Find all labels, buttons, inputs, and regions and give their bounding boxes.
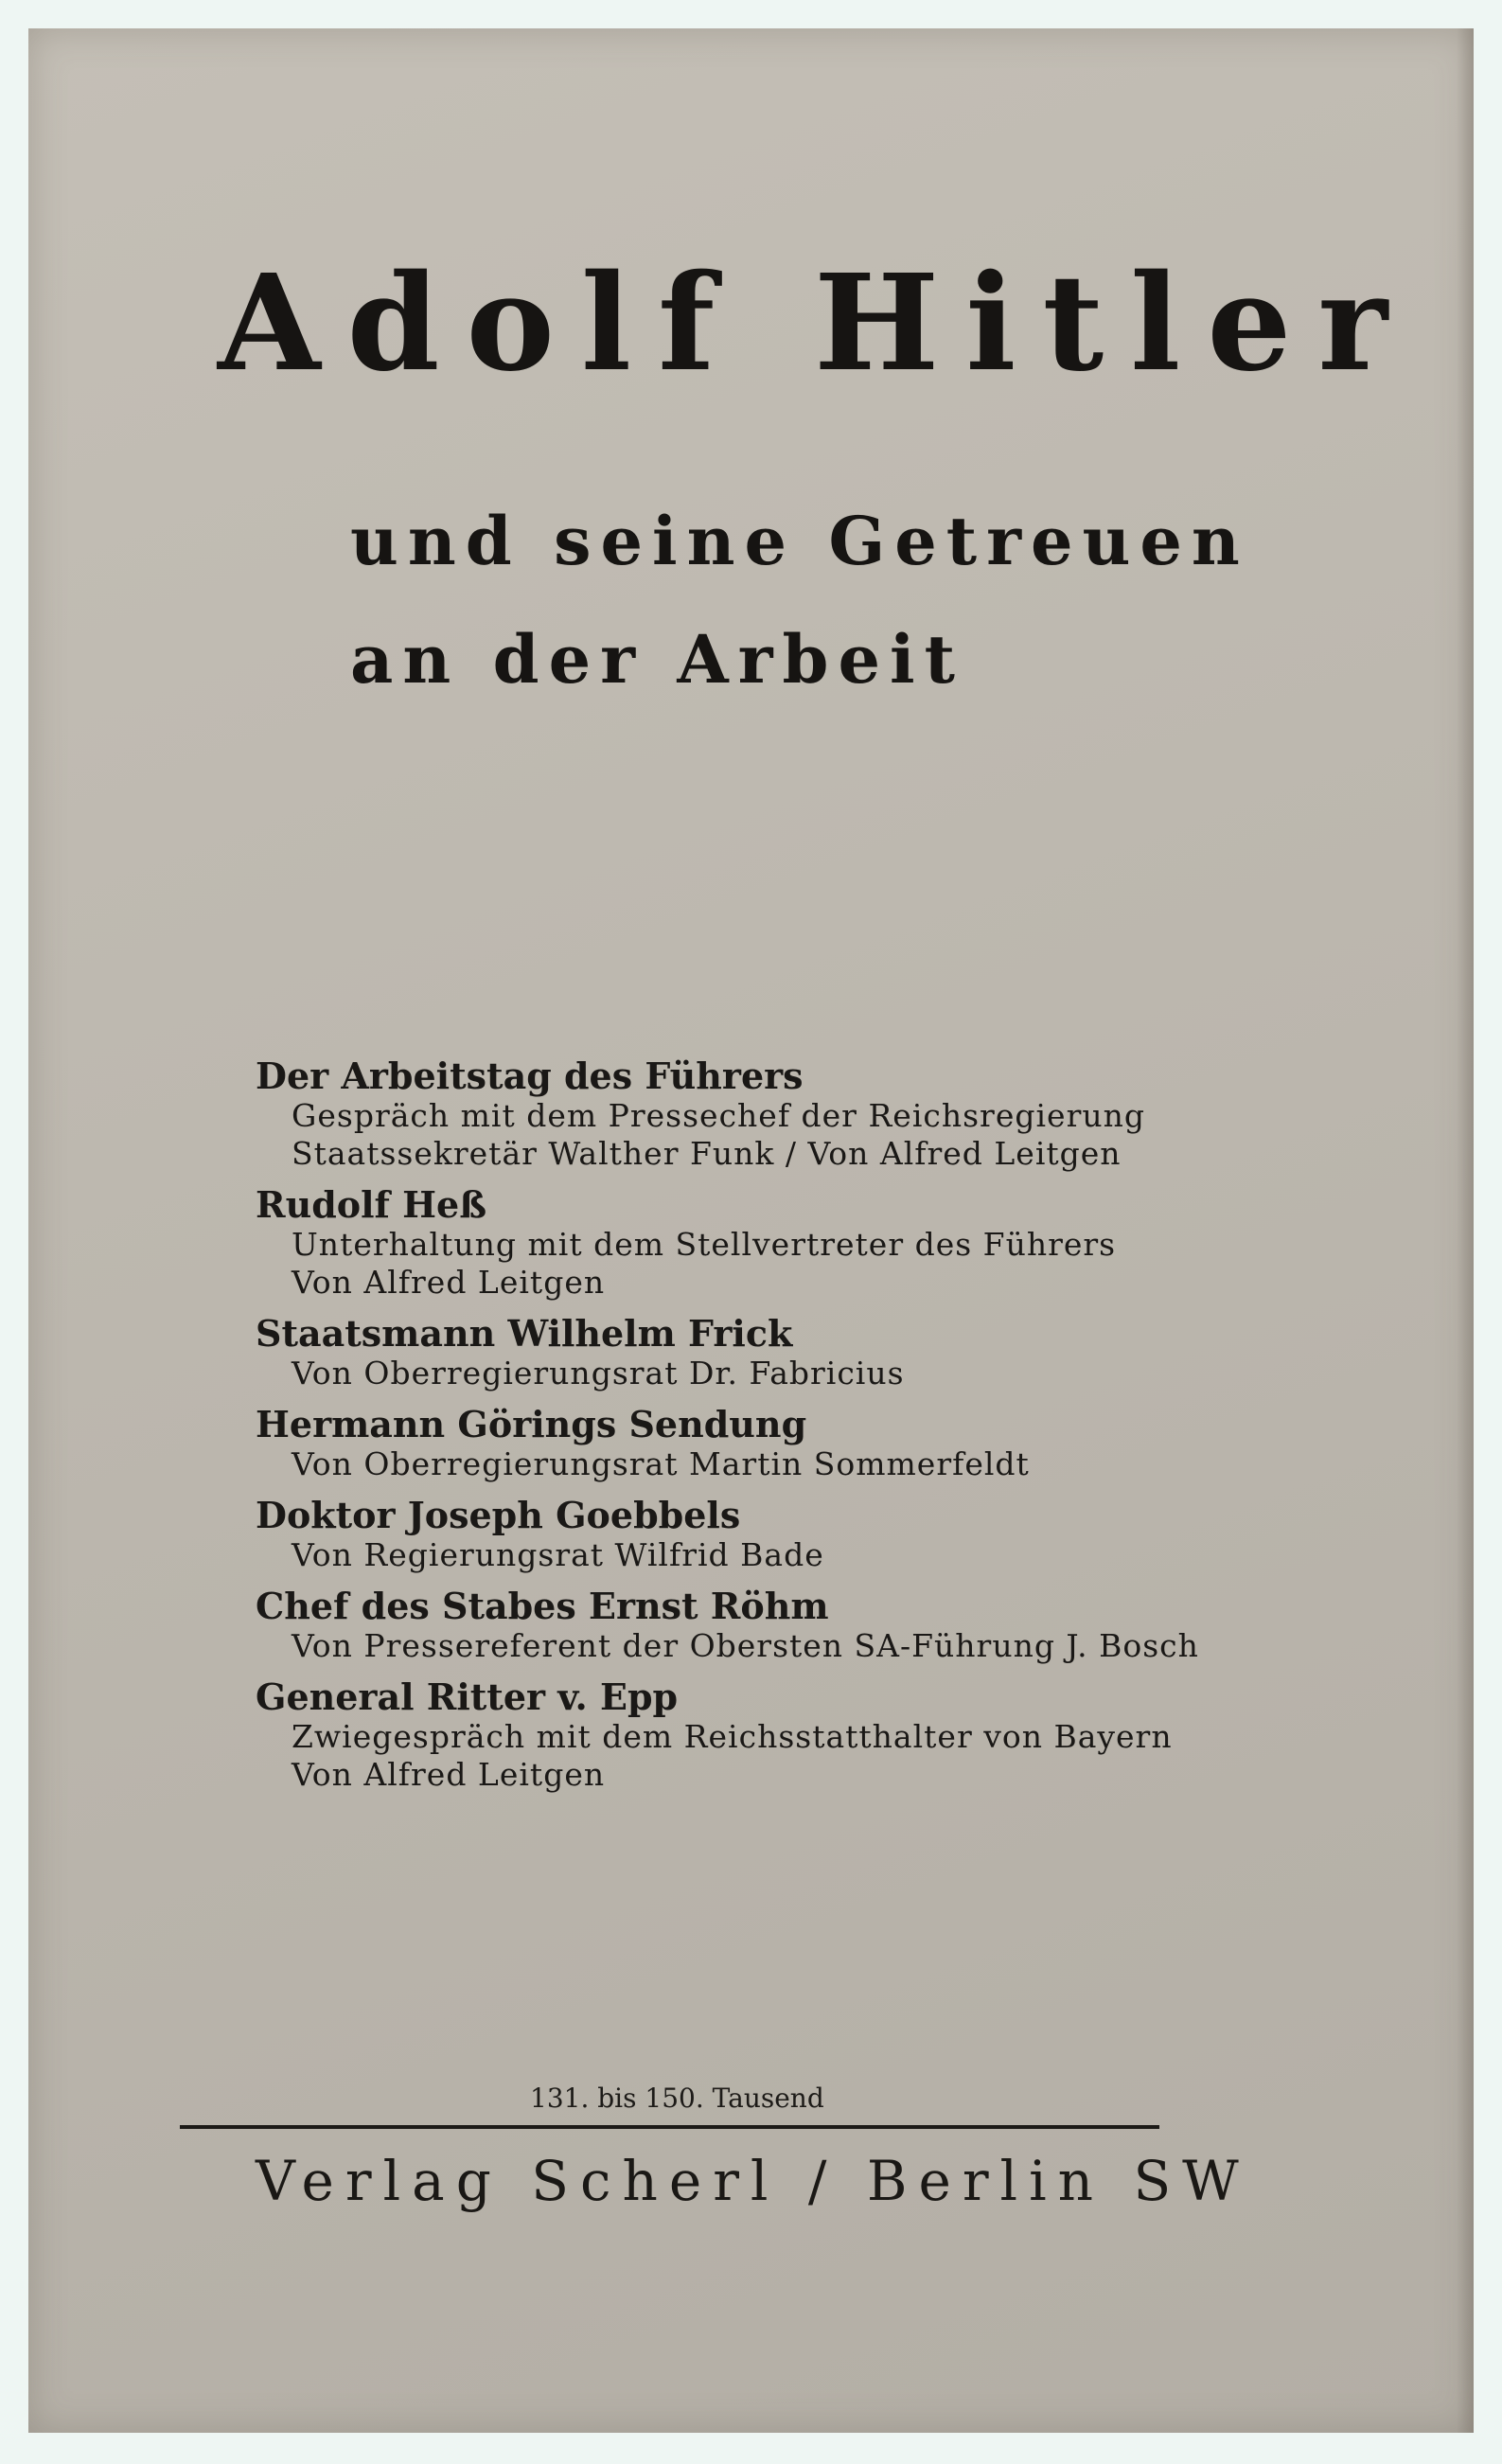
entry-detail: Von Alfred Leitgen — [292, 1264, 606, 1301]
entry-title: Staatsmann Wilhelm Frick — [256, 1312, 793, 1355]
entry-detail: Zwiegespräch mit dem Reichsstatthalter von Bayern — [292, 1718, 1173, 1755]
entry-detail: Gespräch mit dem Pressechef der Reichsregierung — [292, 1097, 1145, 1134]
book-subtitle-line-1: und seine Getreuen — [350, 502, 1249, 580]
entry-detail: Von Oberregierungsrat Martin Sommerfeldt — [292, 1445, 1030, 1482]
entry-title: Chef des Stabes Ernst Röhm — [256, 1585, 829, 1627]
contents-entry — [256, 1055, 1202, 1173]
book-subtitle-line-2: an der Arbeit — [350, 620, 964, 699]
entry-detail: Von Regierungsrat Wilfrid Bade — [292, 1536, 824, 1573]
contents-entry — [256, 1313, 1202, 1392]
entry-title: Rudolf Heß — [256, 1183, 487, 1226]
entry-detail: Von Pressereferent der Obersten SA-Führung J. Bosch — [292, 1627, 1199, 1664]
entry-title: Hermann Görings Sendung — [256, 1403, 807, 1445]
entry-title: Doktor Joseph Goebbels — [256, 1494, 741, 1536]
contents-entry — [256, 1586, 1202, 1665]
entry-title: General Ritter v. Epp — [256, 1675, 679, 1718]
entry-detail: Staatssekretär Walther Funk / Von Alfred Leitgen — [292, 1135, 1122, 1172]
contents-entry — [256, 1184, 1202, 1302]
entry-detail: Unterhaltung mit dem Stellvertreter des Führers — [292, 1226, 1117, 1263]
entry-detail: Von Oberregierungsrat Dr. Fabricius — [292, 1355, 905, 1392]
document-page — [28, 28, 1474, 2433]
entry-detail: Von Alfred Leitgen — [292, 1756, 606, 1793]
book-title: Adolf Hitler — [218, 246, 1415, 401]
publisher-imprint: Verlag Scherl / Berlin SW — [256, 2149, 1250, 2213]
print-run-note: 131. bis 150. Tausend — [530, 2083, 824, 2114]
table-of-contents — [256, 1055, 1202, 1805]
entry-title: Der Arbeitstag des Führers — [256, 1055, 804, 1097]
contents-entry — [256, 1404, 1202, 1483]
contents-entry — [256, 1676, 1202, 1794]
contents-entry — [256, 1495, 1202, 1574]
divider-rule — [180, 2125, 1159, 2129]
